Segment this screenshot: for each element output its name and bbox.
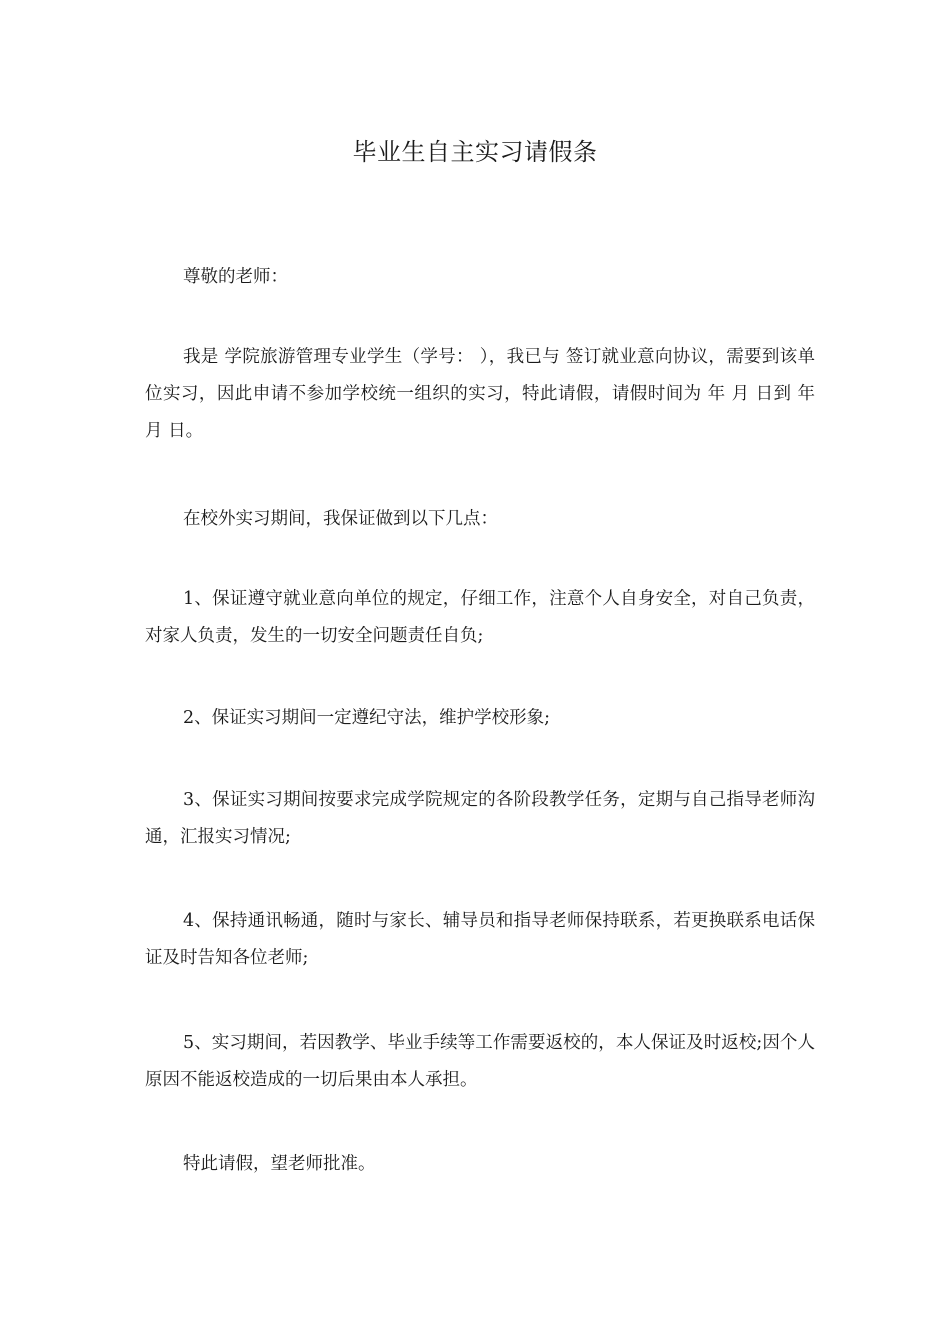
- pledge-item-3: 3、保证实习期间按要求完成学院规定的各阶段教学任务，定期与自己指导老师沟通，汇报实习情况;: [145, 790, 815, 847]
- document-title: 毕业生自主实习请假条: [352, 138, 598, 166]
- intro-paragraph: 我是 学院旅游管理专业学生（学号： ），我已与 签订就业意向协议，需要到该单位实习，因此申请不参加学校统一组织的实习，特此请假，请假时间为 年 月 日到 年 月 日。: [145, 347, 815, 441]
- pledge-intro: 在校外实习期间，我保证做到以下几点：: [183, 509, 498, 529]
- closing-paragraph: 特此请假，望老师批准。: [183, 1154, 376, 1174]
- pledge-item-5: 5、实习期间，若因教学、毕业手续等工作需要返校的，本人保证及时返校;因个人原因不能返校造成的一切后果由本人承担。: [145, 1033, 815, 1090]
- pledge-item-1: 1、保证遵守就业意向单位的规定，仔细工作，注意个人自身安全，对自己负责，对家人负责，发生的一切安全问题责任自负;: [145, 589, 815, 646]
- salutation: 尊敬的老师：: [183, 267, 288, 287]
- pledge-item-2: 2、保证实习期间一定遵纪守法，维护学校形象;: [183, 708, 551, 728]
- pledge-item-4: 4、保持通讯畅通，随时与家长、辅导员和指导老师保持联系，若更换联系电话保证及时告知各位老师;: [145, 911, 815, 968]
